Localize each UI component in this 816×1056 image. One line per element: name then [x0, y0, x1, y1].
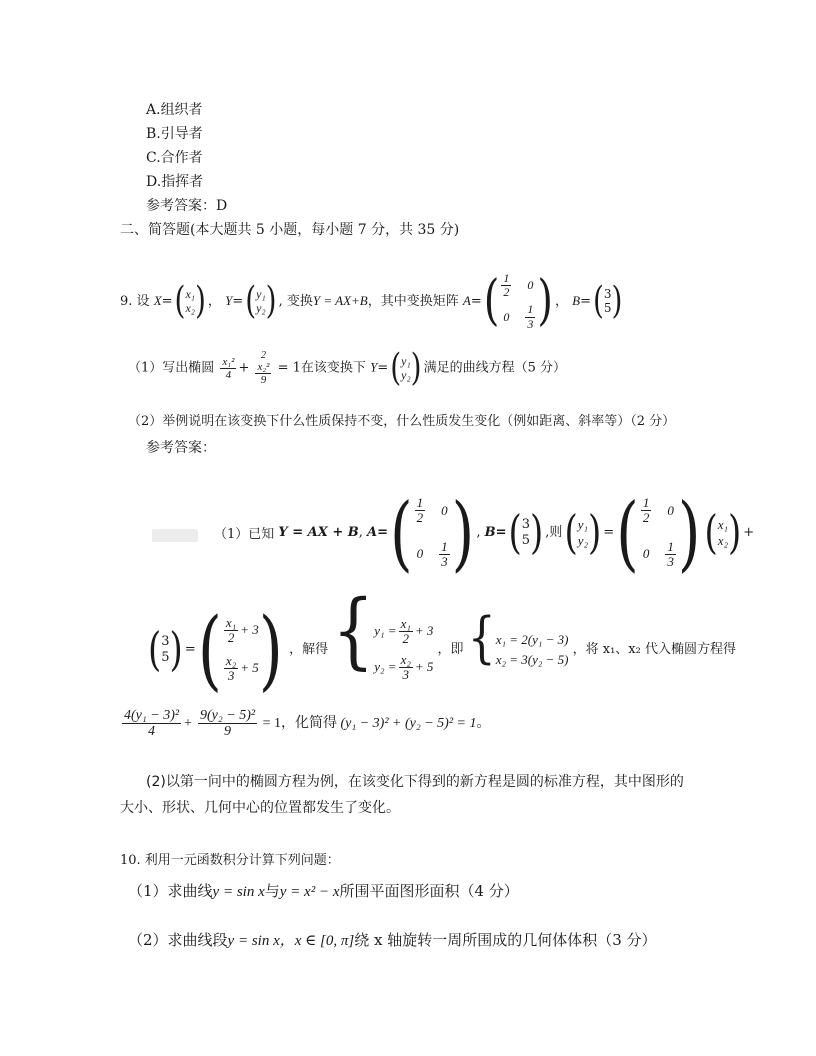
den-3: 3	[227, 667, 235, 683]
b1: 3	[603, 286, 612, 301]
part1-suffix: 满足的曲线方程（5 分）	[423, 360, 566, 376]
vector-x: ( x₁ x₂ )	[704, 505, 742, 560]
p1-suffix: 所围平面图形面积（4 分）	[339, 882, 519, 900]
system-y	[374, 617, 433, 682]
a21: 0	[416, 546, 424, 562]
final-num1: 4(y₁ − 3)²	[124, 708, 180, 723]
matrix-a-label: A	[367, 525, 378, 541]
y1: y₁	[256, 286, 266, 301]
plus-5: + 5	[240, 659, 259, 675]
a21: 0	[642, 546, 650, 562]
y1: y₁	[577, 517, 588, 532]
solution-line3: $\frac{\text{4(y₁ − 3)²}}{4}$ + $\frac{\text{9(y₂ − 5)²}}{9}$ = 1，化简得 (y₁ − 3)² + (y₂ − 5)² = 1。	[124, 708, 491, 740]
ellipse-num1: x₁²	[222, 355, 235, 368]
plus-3: + 3	[414, 622, 434, 638]
a22-num: 1	[441, 538, 448, 554]
vector-y: ( y₁ y₂ )	[564, 505, 602, 560]
option-b	[146, 123, 203, 143]
frac-x1: x₁	[225, 614, 237, 630]
q10-part1	[128, 880, 519, 901]
final-den2: 9	[224, 724, 232, 740]
result-vector: ( $\frac{\text{x₁}}{2}$ + 3 $\frac{\text{x₂}}{3}$ + 5 )	[197, 597, 283, 700]
sys-y1: y₁ =	[374, 622, 397, 638]
x2: x₂	[185, 301, 195, 316]
p2-domain: ，x ∈ [0, π]	[279, 933, 355, 949]
y2: y₂	[577, 532, 588, 548]
a12: 0	[527, 278, 534, 293]
ellipse-den2: 9	[260, 374, 267, 387]
brace-icon: {	[332, 582, 375, 679]
a11-den: 2	[503, 285, 510, 300]
den-3: 3	[402, 666, 409, 682]
option-letter: B.	[146, 126, 161, 142]
s1-then: ,则	[545, 525, 563, 541]
vector-b: ( 3 5 )	[508, 505, 544, 560]
b1: 3	[161, 633, 170, 649]
a11-num: 1	[503, 271, 510, 285]
q10-part2	[128, 929, 657, 950]
den-2: 2	[227, 630, 235, 646]
option-letter: C.	[146, 150, 161, 166]
ie-text: ，即	[437, 642, 464, 657]
option-c	[146, 147, 203, 167]
y2: y₂	[401, 368, 411, 383]
a11-den: 2	[416, 510, 424, 526]
frac-x1: x₁	[400, 615, 411, 631]
matrix-a: ( $\frac{1}{2}$ 0 0 $\frac{1}{3}$ )	[390, 484, 475, 581]
s1-eq: Y = AX + B	[278, 525, 359, 541]
a22-den: 3	[667, 553, 674, 569]
option-a	[146, 99, 203, 119]
part1-mid: 在该变换下	[300, 360, 366, 376]
matrix-a-label: A	[462, 292, 471, 308]
den-2: 2	[402, 631, 409, 647]
a11-den: 2	[642, 510, 650, 526]
plus-5: + 5	[414, 658, 434, 674]
frac-x2: x₂	[225, 652, 237, 668]
matrix-a: ( $\frac{1}{2}$ 0 0 $\frac{1}{3}$ )	[616, 484, 701, 581]
var-y: Y	[370, 359, 378, 375]
ellipse-num2: x₂²	[257, 361, 270, 373]
y2: y₂	[256, 301, 266, 316]
b1: 3	[521, 517, 531, 532]
q9-part1: （1）写出椭圆 $\frac{\text{x₁²}}{4}$ + 2 x₂² 9 = 1在该变换下 Y= ( y₁ y₂ ) 满足的曲线方程（5 分）	[128, 345, 566, 390]
a11-num: 1	[642, 495, 650, 510]
option-text: 引导者	[160, 126, 203, 142]
b2: 5	[521, 532, 531, 548]
a22-num: 1	[667, 538, 674, 554]
a12: 0	[667, 502, 674, 518]
a11-num: 1	[416, 495, 424, 510]
solution-part2-line1: (2)以第一问中的椭圆方程为例，在该变化下得到的新方程是圆的标准方程，其中图形的	[146, 774, 684, 790]
solve-text: ，解得	[289, 642, 329, 657]
ellipse-den1: 4	[225, 368, 232, 381]
matrix-b-label: B	[484, 525, 496, 541]
matrix-text: ，其中变换矩阵	[367, 293, 459, 309]
a22-num: 1	[527, 302, 534, 317]
blurred-mark	[152, 529, 198, 542]
vector-y: ( y₁ y₂ )	[390, 345, 422, 390]
option-d	[146, 171, 203, 191]
option-letter: A.	[146, 102, 161, 118]
y1: y₁	[401, 353, 411, 368]
q9-label: 9. 设	[120, 293, 150, 309]
var-x: X	[153, 292, 162, 308]
ellipse-eq: = 1	[277, 360, 301, 376]
frac-x2: x₂	[400, 651, 411, 667]
vector-y: ( y₁ y₂ )	[245, 278, 277, 323]
option-text: 合作者	[160, 150, 203, 166]
sys-y2: y₂ =	[374, 658, 397, 674]
final-den1: 4	[148, 724, 156, 740]
vector-b: ( 3 5 )	[592, 278, 623, 323]
system-x	[496, 632, 569, 668]
p1-curve2: y = x² − x	[279, 884, 340, 900]
a22-den: 3	[441, 553, 448, 569]
ellipse-num2-top: 2	[260, 350, 266, 361]
p2-prefix: （2）求曲线段	[128, 931, 228, 949]
final-eq: = 1，化简得	[262, 716, 337, 732]
transform-text: 变换	[286, 293, 313, 309]
b2: 5	[603, 301, 612, 316]
option-text: 组织者	[160, 102, 203, 118]
transform-eq: Y = AX+B	[312, 292, 368, 308]
q9-statement: 9. 设 X= ( x₁ x₂ ) ， Y= ( y₁ y₂ ) , 变换Y = AX+B，其中变换矩阵 A= ( $\frac{1}{2}$ 0 0 $\frac{1}{3}$ ) ， B= ( 3 5 )	[120, 270, 623, 333]
sol-x2: x₂ = 3(y₂ − 5)	[495, 651, 569, 667]
x2: x₂	[717, 532, 729, 548]
b2: 5	[161, 649, 170, 665]
vector-b: ( 3 5 )	[148, 622, 183, 677]
x1: x₁	[717, 517, 729, 532]
a21: 0	[503, 309, 510, 324]
substitute-text: ，将 x₁、x₂ 代入椭圆方程得	[572, 642, 736, 657]
solution-part2-line2: 大小、形状、几何中心的位置都发生了变化。	[120, 800, 400, 816]
q8-answer: 参考答案：D	[146, 198, 228, 214]
p1-with: 与	[264, 882, 280, 900]
section-title: 二、简答题(本大题共 5 小题，每小题 7 分，共 35 分)	[120, 222, 460, 238]
option-letter: D.	[146, 174, 162, 190]
vector-x: ( x₁ x₂ )	[174, 278, 206, 323]
x1: x₁	[185, 286, 195, 301]
solution-line2: ( 3 5 ) = ( $\frac{\text{x₁}}{2}$ + 3 $\frac{\text{x₂}}{3}$ + 5 ) ，解得 { y₁ = $\frac{\text{x₁}}{2}$ + 3 y₂ = $\frac{\text{x₂}}{3}$ + 5 ，即 { x₁ = 2(y₁ − 3) x₂ = 3(y₂ − 5) ，将 x₁、x₂ 代入椭圆方程得	[148, 582, 736, 700]
part1-prefix: （1）写出椭圆	[128, 360, 215, 376]
sol-x1: x₁ = 2(y₁ − 3)	[495, 631, 569, 647]
matrix-a: ( $\frac{1}{2}$ 0 0 $\frac{1}{3}$ )	[483, 270, 553, 333]
brace-icon: {	[467, 606, 496, 671]
a22-den: 3	[527, 316, 534, 331]
var-y: Y	[225, 292, 233, 308]
p1-curve1: y = sin x	[212, 884, 265, 900]
simplified-eq: (y₁ − 3)² + (y₂ − 5)² = 1	[340, 716, 477, 732]
p2-suffix: 绕 x 轴旋转一周所围成的几何体体积（3 分）	[354, 931, 657, 949]
plus-3: + 3	[240, 621, 259, 637]
a12: 0	[441, 502, 448, 518]
p2-curve: y = sin x	[227, 933, 280, 949]
q9-answer-label: 参考答案：	[146, 440, 216, 456]
end-mark: 。	[476, 716, 491, 732]
final-num2: 9(y₂ − 5)²	[200, 708, 256, 723]
q10-title: 10. 利用一元函数积分计算下列问题：	[120, 853, 340, 868]
matrix-b-label: B	[572, 292, 581, 308]
q9-part2: （2）举例说明在该变换下什么性质保持不变，什么性质发生变化（例如距离、斜率等）（2 分）	[128, 414, 676, 429]
option-text: 指挥者	[161, 174, 204, 190]
s1-prefix: （1）已知	[214, 527, 275, 543]
p1-prefix: （1）求曲线	[128, 882, 213, 900]
solution-line1: （1）已知 Y = AX + B, A= ( $\frac{1}{2}$ 0 0 $\frac{1}{3}$ ) , B= ( 3 5 ) ,则 ( y₁ y₂ ) = ( $\frac{1}{2}$ 0 0 $\frac{1}{3}$ ) ( x₁ x₂ ) +	[214, 484, 755, 581]
